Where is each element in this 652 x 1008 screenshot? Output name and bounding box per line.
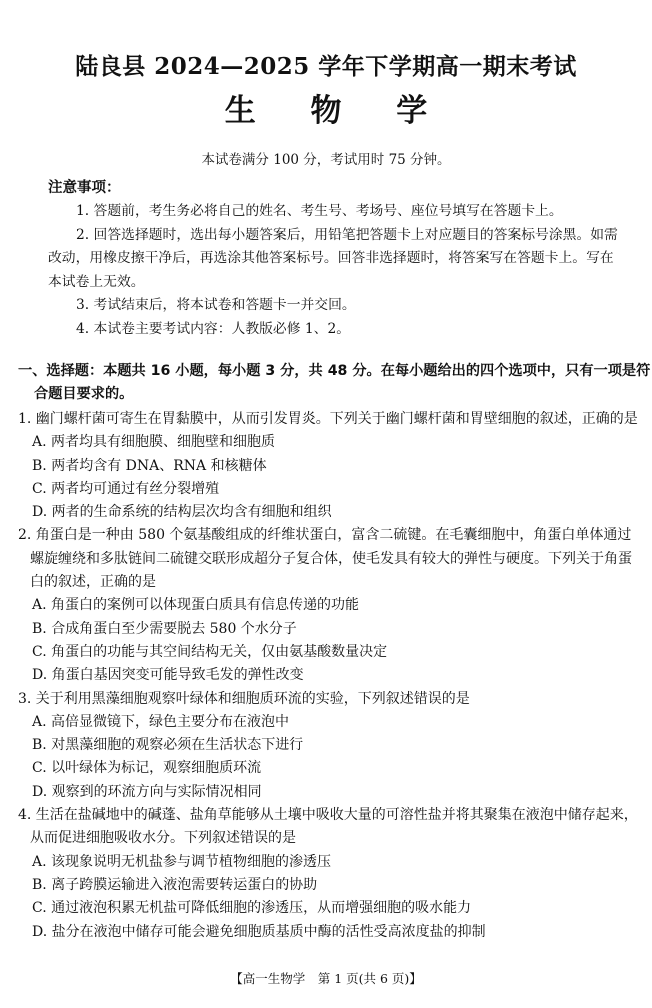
note-item: 2. 回答选择题时，选出每小题答案后，用铅笔把答题卡上对应题目的答案标号涂黑。如需改动，用橡皮擦干净后，再选涂其他答案标号。回答非选择题时，将答案写在答题卡上。写在本试卷上无效。: [48, 226, 618, 290]
question-4: [18, 804, 638, 944]
notes-heading: 注意事项：: [48, 180, 121, 196]
note-item: 1. 答题前，考生务必将自己的姓名、考生号、考场号、座位号填写在答题卡上。: [76, 203, 563, 219]
option-b: B. 合成角蛋白至少需要脱去 580 个水分子: [32, 620, 297, 637]
option-b: B. 对黑藻细胞的观察必须在生活状态下进行: [32, 737, 304, 754]
option-b: B. 两者均含有 DNA、RNA 和核糖体: [32, 457, 267, 474]
question-list: [18, 408, 638, 944]
exam-title: 陆良县 2024—2025 学年下学期高一期末考试: [75, 53, 577, 80]
section-heading: 一、选择题：本题共 16 小题，每小题 3 分，共 48 分。在每小题给出的四个选项中，只有一项是符合题目要求的。: [18, 363, 651, 402]
question-2: [18, 524, 638, 687]
option-d: D. 盐分在液泡中储存可能会避免细胞质基质中酶的活性受高浓度盐的抑制: [32, 923, 486, 940]
question-1: [18, 408, 638, 524]
option-a: A. 高倍显微镜下，绿色主要分布在液泡中: [32, 713, 290, 730]
option-d: D. 两者的生命系统的结构层次均含有细胞和组织: [32, 504, 332, 521]
option-c: C. 角蛋白的功能与其空间结构无关，仅由氨基酸数量决定: [32, 643, 388, 660]
page-footer: 【高一生物学 第 1 页(共 6 页)】: [230, 971, 422, 986]
question-stem: 2. 角蛋白是一种由 580 个氨基酸组成的纤维状蛋白，富含二硫键。在毛囊细胞中，角蛋白单体通过螺旋缠绕和多肽链间二硫键交联形成超分子复合体，使毛发具有较大的弹性与硬度。下列关于角蛋白的叙述，正确的是: [18, 527, 632, 591]
subject-title: 生 物 学: [224, 93, 450, 129]
note-item: 4. 本试卷主要考试内容：人教版必修 1、2。: [76, 320, 351, 337]
question-stem: 1. 幽门螺杆菌可寄生在胃黏膜中，从而引发胃炎。下列关于幽门螺杆菌和胃壁细胞的叙述，正确的是: [18, 411, 638, 427]
option-a: A. 角蛋白的案例可以体现蛋白质具有信息传递的功能: [32, 597, 360, 614]
question-stem: 4. 生活在盐碱地中的碱蓬、盐角草能够从土壤中吸收大量的可溶性盐并将其聚集在液泡中储存起来，从而促进细胞吸收水分。下列叙述错误的是: [18, 807, 638, 847]
option-c: C. 通过液泡积累无机盐可降低细胞的渗透压，从而增强细胞的吸水能力: [32, 900, 472, 917]
option-c: C. 两者均可通过有丝分裂增殖: [32, 480, 220, 497]
question-3: [18, 688, 638, 804]
question-stem: 3. 关于利用黑藻细胞观察叶绿体和细胞质环流的实验，下列叙述错误的是: [18, 690, 470, 707]
score-note: 本试卷满分 100 分，考试用时 75 分钟。: [201, 152, 451, 168]
option-d: D. 观察到的环流方向与实际情况相同: [32, 783, 262, 800]
option-a: A. 该现象说明无机盐参与调节植物细胞的渗透压: [32, 853, 332, 870]
option-c: C. 以叶绿体为标记，观察细胞质环流: [32, 760, 262, 777]
option-d: D. 角蛋白基因突变可能导致毛发的弹性改变: [32, 667, 304, 684]
note-item: 3. 考试结束后，将本试卷和答题卡一并交回。: [76, 297, 356, 313]
option-a: A. 两者均具有细胞膜、细胞壁和细胞质: [32, 434, 276, 451]
option-b: B. 离子跨膜运输进入液泡需要转运蛋白的协助: [32, 876, 318, 893]
notes-list: [48, 200, 618, 341]
